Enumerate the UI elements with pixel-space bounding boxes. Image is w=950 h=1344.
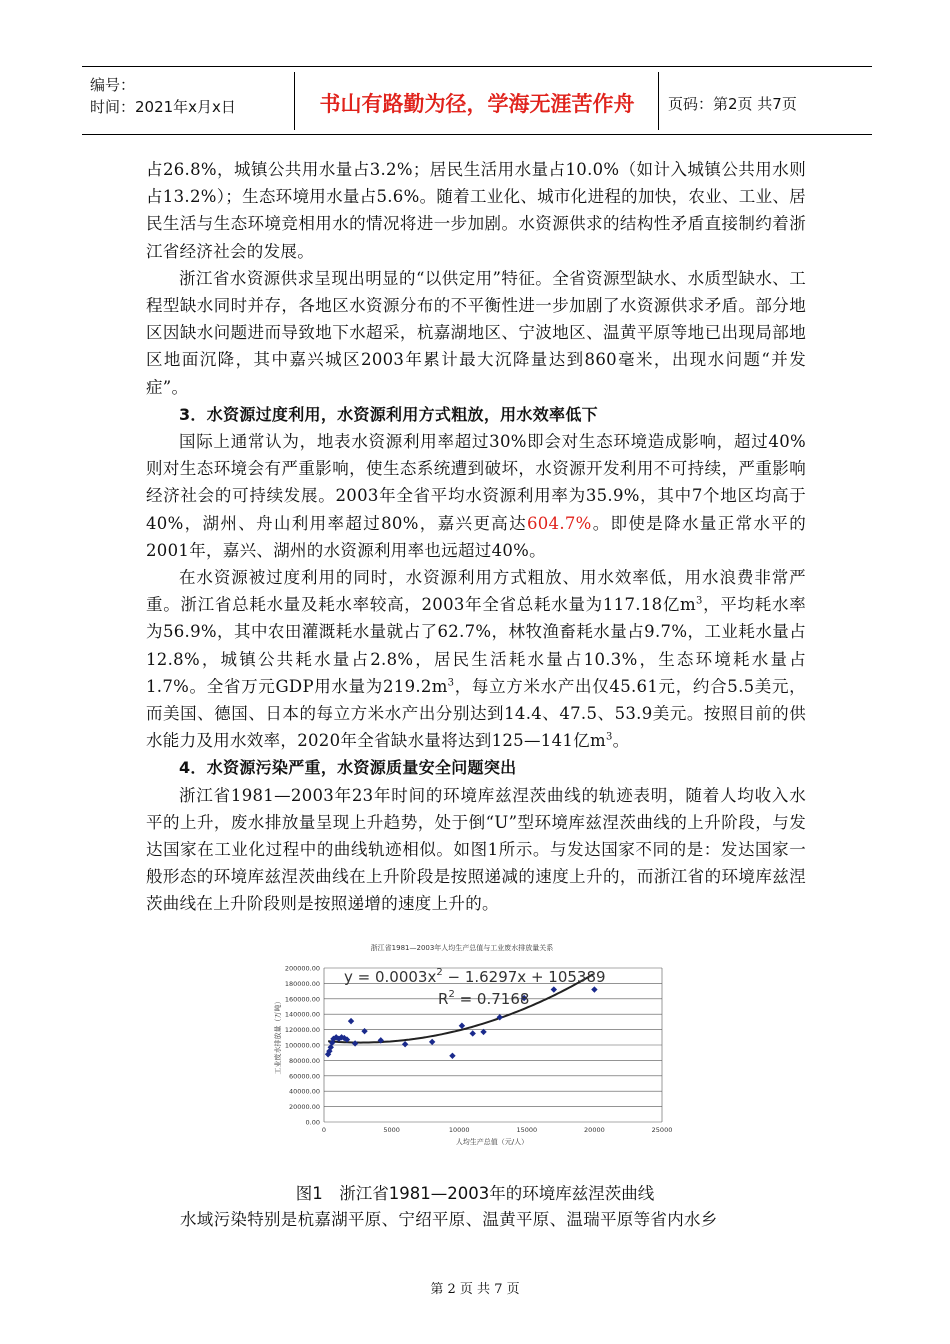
chart-y-tick-label: 160000.00 (284, 995, 320, 1004)
paragraph-supply-demand: 浙江省水资源供求呈现出明显的“以供定用”特征。全省资源型缺水、水质型缺水、工程型缺水同时并存，各地区水资源分布的不平衡性进一步加剧了水资源供求矛盾。部分地区因缺水问题进而导致地下水超采，杭嘉湖地区、宁波地区、温黄平原等地已出现局部地区地面沉降，其中嘉兴城区2003年累计最大沉降量达到860毫米，出现水问题“并发症”。 (146, 268, 806, 397)
header-page-number: 页码：第2页 共7页 (668, 95, 797, 113)
chart-point (591, 986, 597, 992)
paragraph-consumption-text-c: ，每立方米水产出仅45.61元，约合5.5美元，而美国、德国、日本的每立方米水产出分别达到14.4、47.5、53.9美元。按照目前的供水能力及用水效率，2020年全省缺水量将达到125—141亿m (146, 676, 806, 751)
section-heading-4: 4．水资源污染严重，水资源质量安全问题突出 (179, 758, 517, 778)
chart-equation (344, 967, 606, 986)
chart-y-axis-label: 工业废水排放量（万吨） (274, 997, 282, 1075)
chart-y-tick-label: 20000.00 (288, 1103, 320, 1112)
chart-point (470, 1030, 476, 1036)
paragraph-utilization-text-b: 。即使是降水量正常水平的2001年，嘉兴、湖州的水资源利用率也远超过40%。 (146, 513, 807, 560)
chart-y-tick-label: 80000.00 (288, 1056, 320, 1065)
paragraph-water-pollution: 水域污染特别是杭嘉湖平原、宁绍平原、温黄平原、温瑞平原等省内水乡 (180, 1210, 718, 1229)
header-divider-left (294, 72, 295, 130)
chart-x-tick-label: 5000 (383, 1126, 400, 1134)
chart-y-tick-label: 100000.00 (284, 1041, 320, 1050)
paragraph-utilization-text-a: 国际上通常认为，地表水资源利用率超过30%即会对生态环境造成影响，超过40%则对生态环境会有严重影响，使生态系统遭到破坏，水资源开发利用不可持续，严重影响经济社会的可持续发展。2003年全省平均水资源利用率为35.9%，其中7个地区均高于40%，湖州、舟山利用率超过80%，嘉兴更高达 (146, 432, 806, 533)
chart-point (449, 1053, 455, 1059)
chart-x-tick-label: 25000 (651, 1126, 673, 1134)
figure-caption: 图1 浙江省1981—2003年的环境库兹涅茨曲线 (295, 1184, 655, 1203)
chart-x-tick-label: 0 (321, 1126, 327, 1134)
chart-title: 浙江省1981—2003年人均生产总值与工业废水排放量关系 (370, 944, 554, 952)
chart-point (352, 1040, 358, 1046)
paragraph-utilization-rate (146, 428, 806, 564)
kuznets-scatter-chart (262, 936, 702, 1156)
chart-y-tick-label: 120000.00 (284, 1026, 320, 1035)
page-header (82, 66, 872, 138)
chart-point (429, 1039, 435, 1045)
superscript-cubed: 3 (605, 731, 613, 743)
chart-point (402, 1041, 408, 1047)
chart-x-ticks (322, 1126, 672, 1134)
chart-y-ticks (285, 965, 320, 1127)
chart-r2-value: = 0.7168 (454, 990, 530, 1008)
paragraph-consumption-text-d: 。 (612, 731, 630, 751)
chart-point (459, 1023, 465, 1029)
paragraph-consumption-text-a: 在水资源被过度利用的同时，水资源利用方式粗放、用水效率低，用水浪费非常严重。浙江省总耗水量及耗水率较高，2003年全省总耗水量为117.18亿m (146, 568, 806, 615)
highlight-jiaxing-rate: 604.7% (526, 513, 592, 533)
page-footer: 第 2 页 共 7 页 (430, 1282, 520, 1297)
header-time: 时间：2021年x月x日 (90, 98, 236, 116)
header-meta (90, 74, 236, 118)
header-divider-right (658, 72, 659, 130)
header-top-rule (82, 66, 872, 67)
chart-x-axis-label: 人均生产总值（元/人） (455, 1138, 529, 1146)
paragraph-kuznets-curve: 浙江省1981—2003年23年时间的环境库兹涅茨曲线的轨迹表明，随着人均收入水平的上升，废水排放量呈现上升趋势，处于倒“U”型环境库兹涅茨曲线的上升阶段，与发达国家在工业化过程中的曲线轨迹相似。如图1所示。与发达国家不同的是：发达国家一般形态的环境库兹涅茨曲线在上升阶段是按照递减的速度上升的，而浙江省的环境库兹涅茨曲线在上升阶段则是按照递增的速度上升的。 (146, 785, 806, 914)
chart-point (348, 1018, 354, 1024)
chart-x-tick-label: 20000 (584, 1126, 605, 1134)
chart-r2-label: R (438, 990, 449, 1008)
paragraph-consumption-text-b: ，平均耗水率为56.9%，其中农田灌溉耗水量就占了62.7%，林牧渔畜耗水量占9.7%，工业耗水量占12.8%，城镇公共耗水量占2.8%，居民生活耗水量占10.3%，生态环境耗水量占1.7%。全省万元GDP用水量为219.2m (146, 595, 806, 696)
chart-r-squared (438, 989, 529, 1008)
chart-y-tick-label: 200000.00 (284, 964, 320, 973)
chart-y-tick-label: 0.00 (305, 1118, 320, 1127)
chart-equation-sup: 2 (436, 967, 443, 978)
chart-canvas (262, 936, 702, 1156)
chart-point (551, 986, 557, 992)
paragraph-consumption (146, 564, 806, 754)
chart-y-tick-label: 60000.00 (288, 1072, 320, 1081)
chart-y-tick-label: 140000.00 (284, 1010, 320, 1019)
header-motto: 书山有路勤为径，学海无涯苦作舟 (319, 92, 635, 116)
superscript-cubed: 3 (447, 677, 455, 689)
document-body (146, 156, 806, 918)
chart-equation-text: y = 0.0003x (344, 968, 437, 986)
chart-x-tick-label: 10000 (448, 1126, 470, 1134)
chart-y-tick-label: 180000.00 (284, 979, 320, 988)
superscript-cubed: 3 (696, 595, 703, 607)
section-heading-3: 3．水资源过度利用，水资源利用方式粗放，用水效率低下 (179, 404, 598, 424)
header-bottom-rule (82, 134, 872, 135)
paragraph-water-use-structure: 占26.8%，城镇公共用水量占3.2%；居民生活用水量占10.0%（如计入城镇公共用水则占13.2%）；生态环境用水量占5.6%。随着工业化、城市化进程的加快，农业、工业、居民生活与生态环境竞相用水的情况将进一步加剧。水资源供求的结构性矛盾直接制约着浙江省经济社会的发展。 (146, 160, 806, 261)
chart-y-tick-label: 40000.00 (288, 1087, 320, 1096)
chart-r2-sup: 2 (448, 989, 455, 1000)
header-number: 编号： (90, 76, 136, 94)
chart-x-tick-label: 15000 (516, 1126, 538, 1134)
chart-point (361, 1028, 367, 1034)
chart-equation-tail: − 1.6297x + 105389 (442, 968, 606, 986)
